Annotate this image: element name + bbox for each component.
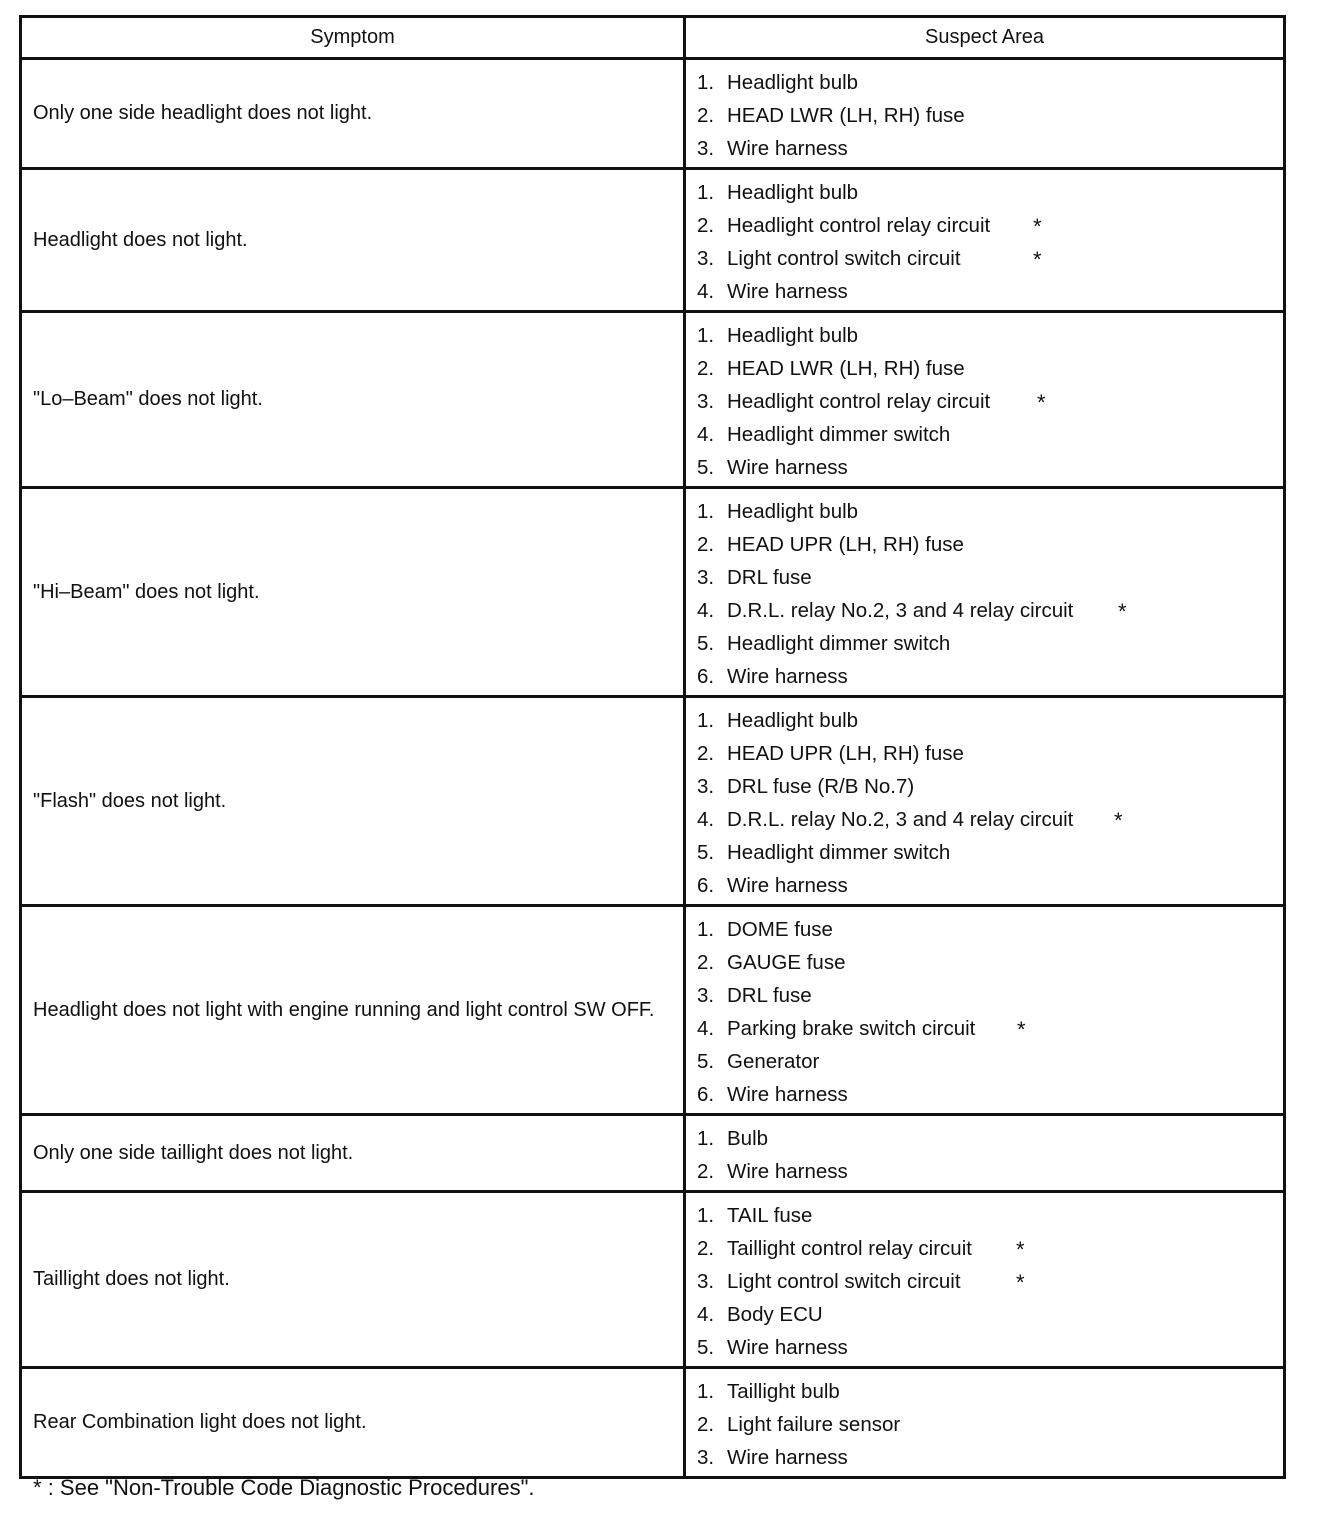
item-number: 4. [697, 280, 715, 303]
suspect-area-item [697, 495, 1283, 528]
item-text: Headlight bulb [727, 324, 859, 347]
item-number: 2. [697, 214, 715, 237]
item-number: 5. [697, 1336, 715, 1359]
symptom-cell: "Lo–Beam" does not light. [21, 312, 685, 488]
suspect-area-item [697, 627, 1283, 660]
item-number: 4. [697, 423, 715, 446]
item-number: 1. [697, 181, 715, 204]
asterisk-icon: * [1037, 390, 1046, 415]
suspect-area-item [697, 451, 1283, 484]
item-number: 4. [697, 808, 715, 831]
symptom-cell: Only one side headlight does not light. [21, 59, 685, 169]
item-number: 1. [697, 324, 715, 347]
table-row [21, 59, 1285, 169]
table-body [21, 59, 1285, 1478]
item-text: Bulb [727, 1127, 769, 1150]
suspect-area-cell [685, 488, 1285, 697]
item-text: DRL fuse [727, 984, 812, 1007]
table-row [21, 1115, 1285, 1192]
item-text: Wire harness [727, 874, 848, 897]
suspect-area-item [697, 704, 1283, 737]
suspect-area-cell [685, 169, 1285, 312]
table-header-row [21, 17, 1285, 59]
suspect-area-item [697, 869, 1283, 902]
suspect-area-item [697, 1265, 1283, 1298]
suspect-area-item [697, 946, 1283, 979]
item-number: 2. [697, 951, 715, 974]
symptom-cell: Taillight does not light. [21, 1192, 685, 1368]
suspect-area-item [697, 418, 1283, 451]
item-number: 6. [697, 665, 715, 688]
suspect-area-cell [685, 1368, 1285, 1478]
item-number: 5. [697, 841, 715, 864]
item-text: HEAD LWR (LH, RH) fuse [727, 104, 965, 127]
symptom-cell: Only one side taillight does not light. [21, 1115, 685, 1192]
suspect-area-item [697, 1331, 1283, 1364]
suspect-area-item [697, 803, 1283, 836]
asterisk-icon: * [1114, 808, 1123, 833]
item-number: 4. [697, 1303, 715, 1326]
table-row [21, 169, 1285, 312]
table-row [21, 1192, 1285, 1368]
item-number: 2. [697, 533, 715, 556]
item-text: Parking brake switch circuit [727, 1017, 976, 1040]
table-row [21, 1368, 1285, 1478]
item-number: 2. [697, 357, 715, 380]
item-text: Generator [727, 1050, 820, 1073]
suspect-area-item [697, 660, 1283, 693]
item-text: TAIL fuse [727, 1204, 813, 1227]
suspect-area-item [697, 528, 1283, 561]
item-text: HEAD LWR (LH, RH) fuse [727, 357, 965, 380]
suspect-area-cell [685, 312, 1285, 488]
table-row [21, 312, 1285, 488]
item-text: HEAD UPR (LH, RH) fuse [727, 533, 964, 556]
suspect-area-item [697, 275, 1283, 308]
item-text: GAUGE fuse [727, 951, 846, 974]
suspect-area-item [697, 1155, 1283, 1188]
suspect-area-item [697, 99, 1283, 132]
asterisk-icon: * [1033, 214, 1042, 239]
suspect-area-item [697, 836, 1283, 869]
item-text: Headlight control relay circuit [727, 214, 991, 237]
item-number: 3. [697, 566, 715, 589]
suspect-area-item [697, 242, 1283, 275]
item-text: Headlight dimmer switch [727, 841, 951, 864]
suspect-area-item [697, 913, 1283, 946]
symptom-cell: Rear Combination light does not light. [21, 1368, 685, 1478]
item-text: Body ECU [727, 1303, 823, 1326]
suspect-area-item [697, 1012, 1283, 1045]
item-text: Wire harness [727, 1446, 848, 1469]
item-text: Headlight dimmer switch [727, 423, 951, 446]
item-text: Light control switch circuit [727, 247, 961, 270]
suspect-area-item [697, 66, 1283, 99]
symptom-cell: Headlight does not light. [21, 169, 685, 312]
suspect-area-item [697, 319, 1283, 352]
item-number: 1. [697, 1204, 715, 1227]
item-text: Taillight control relay circuit [727, 1237, 972, 1260]
item-number: 2. [697, 104, 715, 127]
header-symptom: Symptom [21, 17, 685, 59]
suspect-area-item [697, 176, 1283, 209]
suspect-area-item [697, 1408, 1283, 1441]
item-text: Light failure sensor [727, 1413, 901, 1436]
item-number: 5. [697, 1050, 715, 1073]
suspect-area-item [697, 1045, 1283, 1078]
item-text: Wire harness [727, 280, 848, 303]
item-text: D.R.L. relay No.2, 3 and 4 relay circuit [727, 599, 1074, 622]
item-text: Wire harness [727, 1336, 848, 1359]
item-number: 1. [697, 71, 715, 94]
item-text: Headlight bulb [727, 181, 859, 204]
item-number: 2. [697, 1160, 715, 1183]
symptom-cell: "Hi–Beam" does not light. [21, 488, 685, 697]
suspect-area-item [697, 1199, 1283, 1232]
suspect-area-item [697, 1122, 1283, 1155]
suspect-area-item [697, 385, 1283, 418]
item-text: Headlight bulb [727, 500, 859, 523]
suspect-area-item [697, 132, 1283, 165]
item-number: 3. [697, 775, 715, 798]
suspect-area-item [697, 737, 1283, 770]
suspect-area-cell [685, 697, 1285, 906]
item-text: Wire harness [727, 1160, 848, 1183]
diagnostic-table [19, 15, 1286, 1479]
suspect-area-item [697, 1298, 1283, 1331]
item-number: 4. [697, 1017, 715, 1040]
table-row [21, 488, 1285, 697]
item-number: 3. [697, 390, 715, 413]
suspect-area-cell [685, 906, 1285, 1115]
suspect-area-item [697, 1078, 1283, 1111]
symptom-cell: "Flash" does not light. [21, 697, 685, 906]
header-suspect-area: Suspect Area [685, 17, 1285, 59]
item-text: D.R.L. relay No.2, 3 and 4 relay circuit [727, 808, 1074, 831]
item-number: 1. [697, 1127, 715, 1150]
item-number: 1. [697, 1380, 715, 1403]
suspect-area-item [697, 352, 1283, 385]
item-number: 4. [697, 599, 715, 622]
item-text: DRL fuse (R/B No.7) [727, 775, 915, 798]
footnote [33, 1473, 535, 1503]
item-text: DOME fuse [727, 918, 833, 941]
item-text: Headlight dimmer switch [727, 632, 951, 655]
item-number: 6. [697, 874, 715, 897]
item-number: 2. [697, 1413, 715, 1436]
suspect-area-item [697, 1232, 1283, 1265]
item-number: 5. [697, 632, 715, 655]
symptom-cell: Headlight does not light with engine running and light control SW OFF. [21, 906, 685, 1115]
item-text: Headlight bulb [727, 709, 859, 732]
item-number: 5. [697, 456, 715, 479]
item-number: 2. [697, 1237, 715, 1260]
item-text: Light control switch circuit [727, 1270, 961, 1293]
suspect-area-cell [685, 1192, 1285, 1368]
table-row [21, 697, 1285, 906]
item-number: 1. [697, 500, 715, 523]
footnote-text: : See "Non-Trouble Code Diagnostic Procedures". [47, 1475, 535, 1500]
asterisk-icon: * [1016, 1270, 1025, 1295]
suspect-area-item [697, 979, 1283, 1012]
suspect-area-item [697, 770, 1283, 803]
item-text: Headlight bulb [727, 71, 859, 94]
suspect-area-item [697, 1441, 1283, 1474]
item-text: Wire harness [727, 665, 848, 688]
item-number: 3. [697, 247, 715, 270]
item-text: Wire harness [727, 456, 848, 479]
item-number: 1. [697, 918, 715, 941]
asterisk-icon: * [1033, 247, 1042, 272]
table-row [21, 906, 1285, 1115]
asterisk-icon: * [1118, 599, 1127, 624]
asterisk-icon: * [1017, 1017, 1026, 1042]
item-text: Wire harness [727, 1083, 848, 1106]
item-number: 3. [697, 1446, 715, 1469]
item-text: Headlight control relay circuit [727, 390, 991, 413]
item-number: 6. [697, 1083, 715, 1106]
suspect-area-item [697, 1375, 1283, 1408]
item-number: 3. [697, 137, 715, 160]
asterisk-icon: * [33, 1475, 42, 1500]
item-number: 1. [697, 709, 715, 732]
item-text: Taillight bulb [727, 1380, 840, 1403]
item-number: 3. [697, 1270, 715, 1293]
item-text: Wire harness [727, 137, 848, 160]
suspect-area-item [697, 594, 1283, 627]
suspect-area-cell [685, 59, 1285, 169]
item-number: 2. [697, 742, 715, 765]
item-text: HEAD UPR (LH, RH) fuse [727, 742, 964, 765]
suspect-area-item [697, 209, 1283, 242]
asterisk-icon: * [1016, 1237, 1025, 1262]
suspect-area-cell [685, 1115, 1285, 1192]
item-number: 3. [697, 984, 715, 1007]
suspect-area-item [697, 561, 1283, 594]
item-text: DRL fuse [727, 566, 812, 589]
